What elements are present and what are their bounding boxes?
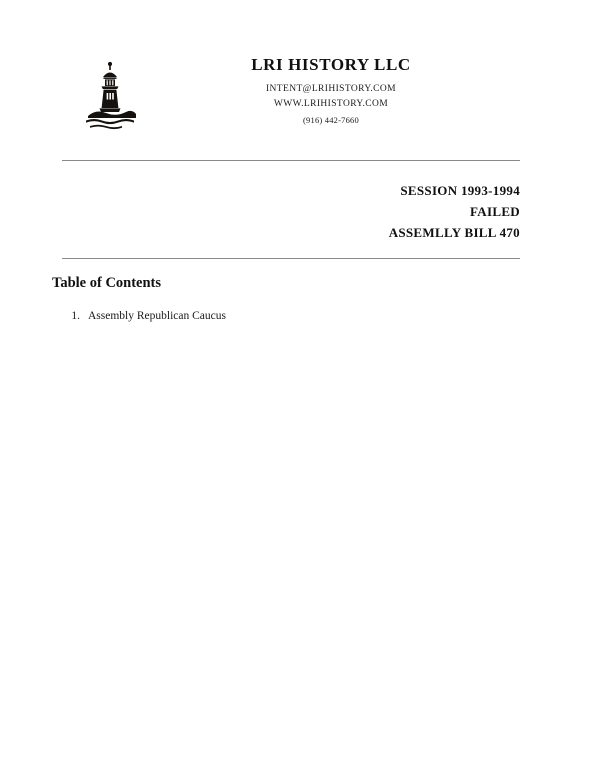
letterhead bbox=[62, 55, 524, 131]
list-item bbox=[52, 308, 492, 324]
table-of-contents-list bbox=[52, 308, 492, 324]
toc-item-label: Assembly Republican Caucus bbox=[88, 310, 226, 322]
divider-bottom bbox=[62, 258, 520, 259]
company-phone: (916) 442-7660 bbox=[303, 115, 359, 126]
session-heading bbox=[62, 180, 520, 243]
session-line-session: SESSION 1993-1994 bbox=[400, 183, 520, 198]
logo-container bbox=[62, 55, 158, 131]
toc-item-number: 1. bbox=[71, 310, 80, 322]
divider-top bbox=[62, 160, 520, 161]
session-line-bill: ASSEMLLY BILL 470 bbox=[388, 225, 520, 241]
lighthouse-logo-icon bbox=[76, 59, 144, 131]
company-name: LRI HISTORY LLC bbox=[251, 55, 411, 74]
letterhead-text bbox=[158, 55, 524, 128]
session-line-status: FAILED bbox=[470, 204, 520, 220]
company-website: WWW.LRIHISTORY.COM bbox=[273, 98, 389, 109]
company-email: INTENT@LRIHISTORY.COM bbox=[265, 84, 396, 94]
table-of-contents-title: Table of Contents bbox=[52, 275, 162, 291]
